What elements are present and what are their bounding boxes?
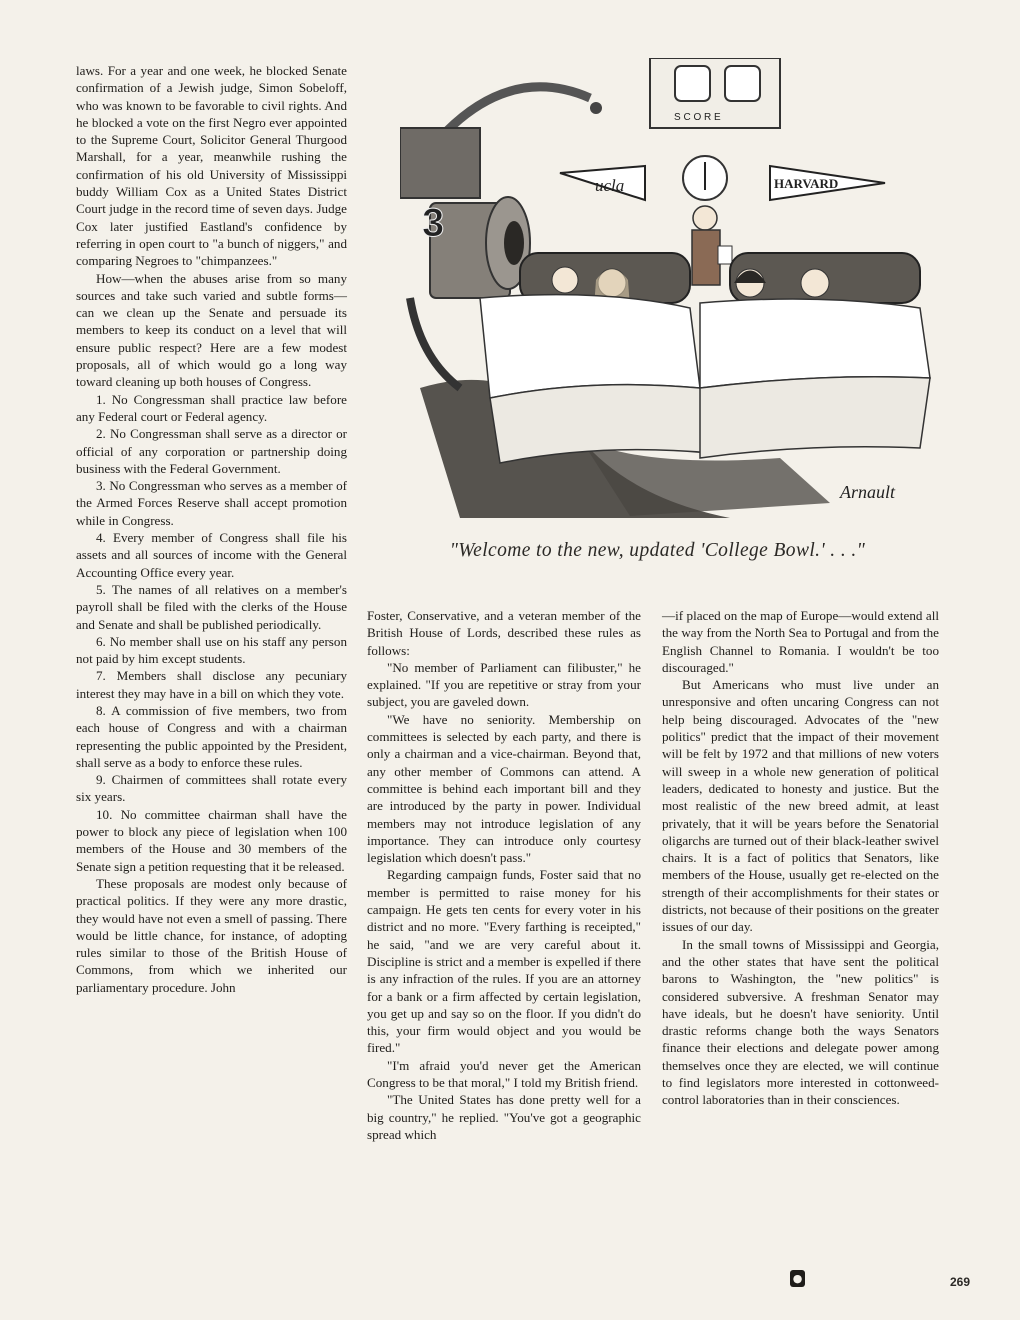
paragraph: 2. No Congressman shall serve as a director or official of any corporation or partnership doing business with the Federal Government. — [76, 426, 347, 476]
paragraph: But Americans who must live under an unresponsive and often uncaring Congress can not help being discouraged. Advocates of the "new politics" predict that the impact of their movement will be felt by 1972 and that millions of new voters will sweep in a whole new generation of political leaders, dedicated to honesty and justice. But the most realistic of the new breed admit, at least privately, that it will be years before the Senatorial oligarchs are turned out of their black-leather swivel chairs. It is a fact of politics that Senators, like members of the House, usually get re-elected on the strength of their accomplishments for their states or districts, not because of their positions on the greater issues of our day. — [662, 677, 939, 935]
artist-signature: Arnault — [840, 482, 896, 502]
pennant-harvard — [770, 166, 885, 200]
svg-text:HARVARD: HARVARD — [774, 176, 839, 191]
paragraph: laws. For a year and one week, he blocked Senate confirmation of a Jewish judge, Simon Sobeloff, who was known to be favorable to civil rights. And he blocked a vote on the first Negro ever appointed to the Supreme Court, Solicitor General Thurgood Marshall, for a year, meanwhile rushing the confirmation of his old University of Mississippi buddy William Cox as a United States District Court judge in the record time of seven days. Judge Cox later justified Eastland's confidence by referring in open court to "a bunch of niggers," and comparing Negroes to "chimpanzees." — [76, 63, 347, 269]
paragraph: 1. No Congressman shall practice law before any Federal court or Federal agency. — [76, 391, 347, 424]
rabbit-head-icon: ● — [790, 1270, 805, 1287]
svg-text:ucla: ucla — [595, 176, 625, 195]
clock-icon — [683, 156, 727, 200]
scoreboard-label: S C O R E — [674, 112, 721, 123]
paragraph: 6. No member shall use on his staff any person not paid by him except students. — [76, 633, 347, 667]
bed-left — [480, 295, 710, 463]
paragraph: 9. Chairmen of committees shall rotate every six years. — [76, 772, 347, 805]
paragraph: 5. The names of all relatives on a member's payroll shall be filed with the clerks of the House and Senate and shall be published periodically. — [76, 581, 347, 632]
paragraph: How—when the abuses arise from so many sources and take such varied and subtle forms—can we clean up the Senate and persuade its members to keep its conduct on a level that will ensure public respect? Here are a few modest proposals, all of which would go a long way toward cleaning up both houses of Congress. — [76, 270, 347, 390]
scoreboard — [650, 58, 780, 128]
pennant-ucla — [560, 166, 645, 200]
article-column-2 — [367, 607, 641, 1143]
article-column-1 — [76, 62, 347, 996]
paragraph: Regarding campaign funds, Foster said that no member is permitted to raise money for his campaign. He gets ten cents for every voter in his district and no more. "Every farthing is receipted," he said, "and we are very careful about it. Discipline is strict and a member is expelled if there is any infraction of the rules. If you are an attorney for a bank or a firm affected by certain legislation, you get up and say so on the floor. If you didn't do this, your firm would object and you would be fired." — [367, 867, 641, 1056]
paragraph: 8. A commission of five members, two from each house of Congress and with a chairman representing the public appointed by the President, shall serve as a body to enforce these rules. — [76, 702, 347, 770]
paragraph: "We have no seniority. Membership on committees is selected by each party, and there is only a chairman and a vice-chairman. Beyond that, any other member of Commons can attend. A committee is behind each important bill and they are introduced by the party in power. Individual members may not introduce legislation of any importance. They can introduce only courtesy legislation which doesn't pass." — [367, 711, 641, 866]
paragraph: "I'm afraid you'd never get the American Congress to be that moral," I told my British friend. — [367, 1057, 641, 1091]
paragraph: "No member of Parliament can filibuster," he explained. "If you are repetitive or stray from your subject, you are gaveled down. — [367, 659, 641, 710]
article-column-3 — [662, 607, 939, 1109]
cartoon-illustration — [400, 58, 940, 528]
paragraph: 7. Members shall disclose any pecuniary interest they may have in a bill on which they vote. — [76, 668, 347, 701]
page-number: 269 — [950, 1275, 971, 1289]
paragraph: "The United States has done pretty well for a big country," he replied. "You've got a geographic spread which — [367, 1092, 641, 1142]
paragraph: —if placed on the map of Europe—would extend all the way from the North Sea to Portugal and from the English Channel to Romania. I wouldn't be too discouraged." — [662, 608, 939, 675]
cartoon-caption: "Welcome to the new, updated 'College Bowl.' . . ." — [449, 540, 866, 561]
quiz-host — [692, 206, 732, 285]
bed-right — [700, 299, 930, 458]
paragraph: These proposals are modest only because of practical politics. If they were any more drastic, they would have not even a smell of passing. There would be little chance, for instance, of adopting rules similar to those of the British House of Commons, from which we inherited our parliamentary procedure. John — [76, 875, 347, 995]
paragraph: 4. Every member of Congress shall file his assets and all sources of income with the General Accounting Office every year. — [76, 530, 347, 580]
paragraph: In the small towns of Mississippi and Georgia, and the other states that have sent the political barons to Washington, the "new politics" is considered subversive. A freshman Senator may have ideals, but he doesn't have seniority. Until drastic reforms change both the ways Senators finance their elections and delegate power among themselves once they are elected, we will continue to find legislators more interested in cottonweed-control laboratories than in their consciences. — [662, 936, 939, 1108]
paragraph: Foster, Conservative, and a veteran member of the British House of Lords, described these rules as follows: — [367, 608, 641, 658]
paragraph: 10. No committee chairman shall have the power to block any piece of legislation when 100 members of the House and 30 members of the Senate sign a petition requesting that it be released. — [76, 806, 347, 874]
paragraph: 3. No Congressman who serves as a member of the Armed Forces Reserve shall accept promotion while in Congress. — [76, 478, 347, 528]
camera-number: 3 — [422, 201, 445, 245]
